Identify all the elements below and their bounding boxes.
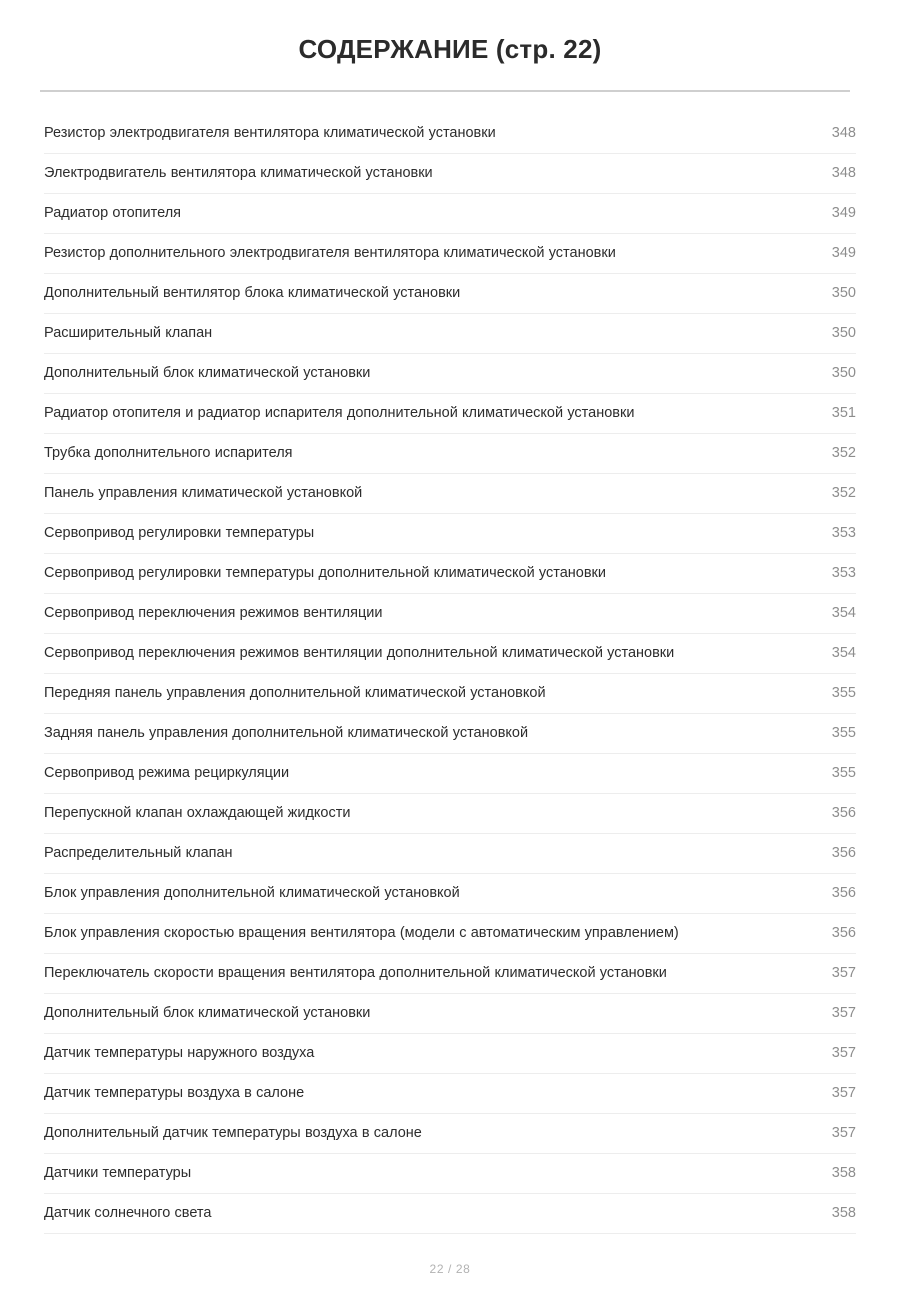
toc-entry-page-number: 358 xyxy=(831,1165,856,1182)
toc-entry[interactable] xyxy=(44,434,856,474)
toc-entry[interactable] xyxy=(44,794,856,834)
toc-entry-title: Дополнительный блок климатической установки xyxy=(44,1005,371,1022)
toc-entry-page-number: 357 xyxy=(831,965,856,982)
toc-entry-page-number: 356 xyxy=(831,805,856,822)
toc-entry[interactable] xyxy=(44,1154,856,1194)
toc-entry-page-number: 356 xyxy=(831,885,856,902)
toc-entry-page-number: 348 xyxy=(831,125,856,142)
toc-entry-title: Датчики температуры xyxy=(44,1165,192,1182)
toc-entry-title: Резистор дополнительного электродвигателя вентилятора климатической установки xyxy=(44,245,616,262)
toc-entry-title: Трубка дополнительного испарителя xyxy=(44,445,293,462)
toc-entry-title: Сервопривод переключения режимов вентиляции дополнительной климатической установки xyxy=(44,645,675,662)
toc-entry[interactable] xyxy=(44,674,856,714)
toc-entry[interactable] xyxy=(44,994,856,1034)
toc-entry[interactable] xyxy=(44,1194,856,1234)
toc-entry-page-number: 349 xyxy=(831,205,856,222)
toc-entry[interactable] xyxy=(44,274,856,314)
header-divider xyxy=(40,90,850,92)
toc-entry-page-number: 356 xyxy=(831,925,856,942)
toc-entry-title: Электродвигатель вентилятора климатической установки xyxy=(44,165,433,182)
page-title: СОДЕРЖАНИЕ (стр. 22) xyxy=(298,34,602,64)
toc-entry-title: Задняя панель управления дополнительной климатической установкой xyxy=(44,725,529,742)
toc-entry-title: Резистор электродвигателя вентилятора климатической установки xyxy=(44,125,496,142)
toc-entry-title: Дополнительный блок климатической установки xyxy=(44,365,371,382)
toc-entry[interactable] xyxy=(44,474,856,514)
toc-entry-title: Переключатель скорости вращения вентилятора дополнительной климатической установки xyxy=(44,965,667,982)
toc-entry-title: Дополнительный датчик температуры воздуха в салоне xyxy=(44,1125,422,1142)
toc-entry-title: Сервопривод переключения режимов вентиляции xyxy=(44,605,383,622)
toc-entry[interactable] xyxy=(44,194,856,234)
toc-entry[interactable] xyxy=(44,834,856,874)
toc-entry[interactable] xyxy=(44,314,856,354)
toc-entry[interactable] xyxy=(44,113,856,154)
toc-entry[interactable] xyxy=(44,354,856,394)
toc-entry-title: Дополнительный вентилятор блока климатической установки xyxy=(44,285,461,302)
toc-entry[interactable] xyxy=(44,554,856,594)
toc-entry-page-number: 348 xyxy=(831,165,856,182)
toc-entry-page-number: 355 xyxy=(831,685,856,702)
toc-entry-page-number: 352 xyxy=(831,485,856,502)
toc-entry-title: Радиатор отопителя и радиатор испарителя дополнительной климатической установки xyxy=(44,405,635,422)
toc-entry-title: Распределительный клапан xyxy=(44,845,233,862)
toc-entry-page-number: 351 xyxy=(831,405,856,422)
toc-entry-page-number: 353 xyxy=(831,525,856,542)
toc-entry[interactable] xyxy=(44,594,856,634)
toc-entry-title: Датчик температуры наружного воздуха xyxy=(44,1045,315,1062)
toc-entry-title: Панель управления климатической установкой xyxy=(44,485,363,502)
toc-entry[interactable] xyxy=(44,754,856,794)
toc-entry-title: Сервопривод регулировки температуры дополнительной климатической установки xyxy=(44,565,607,582)
toc-entry-title: Датчик солнечного света xyxy=(44,1205,212,1222)
toc-entry-title: Сервопривод режима рециркуляции xyxy=(44,765,290,782)
toc-entry-page-number: 353 xyxy=(831,565,856,582)
toc-entry-page-number: 350 xyxy=(831,285,856,302)
toc-entry[interactable] xyxy=(44,394,856,434)
toc-entry-page-number: 357 xyxy=(831,1125,856,1142)
toc-entry[interactable] xyxy=(44,1034,856,1074)
toc-entry-title: Расширительный клапан xyxy=(44,325,213,342)
toc-entry[interactable] xyxy=(44,154,856,194)
toc-entry[interactable] xyxy=(44,514,856,554)
toc-entry-title: Сервопривод регулировки температуры xyxy=(44,525,315,542)
toc-entry[interactable] xyxy=(44,914,856,954)
toc-entry-page-number: 358 xyxy=(831,1205,856,1222)
table-of-contents xyxy=(44,113,856,1234)
toc-entry-page-number: 350 xyxy=(831,365,856,382)
toc-entry-title: Датчик температуры воздуха в салоне xyxy=(44,1085,305,1102)
toc-entry-title: Блок управления дополнительной климатической установкой xyxy=(44,885,460,902)
toc-entry[interactable] xyxy=(44,714,856,754)
toc-entry[interactable] xyxy=(44,1074,856,1114)
toc-entry-page-number: 355 xyxy=(831,765,856,782)
toc-entry-page-number: 349 xyxy=(831,245,856,262)
toc-entry-page-number: 357 xyxy=(831,1085,856,1102)
toc-entry[interactable] xyxy=(44,874,856,914)
toc-entry[interactable] xyxy=(44,634,856,674)
document-header xyxy=(0,0,900,92)
toc-entry-page-number: 350 xyxy=(831,325,856,342)
toc-entry[interactable] xyxy=(44,234,856,274)
toc-entry-title: Передняя панель управления дополнительной климатической установкой xyxy=(44,685,546,702)
toc-entry[interactable] xyxy=(44,1114,856,1154)
toc-entry[interactable] xyxy=(44,954,856,994)
toc-entry-page-number: 354 xyxy=(831,645,856,662)
toc-entry-title: Радиатор отопителя xyxy=(44,205,182,222)
toc-entry-title: Перепускной клапан охлаждающей жидкости xyxy=(44,805,351,822)
toc-entry-page-number: 355 xyxy=(831,725,856,742)
toc-entry-page-number: 357 xyxy=(831,1005,856,1022)
toc-entry-page-number: 354 xyxy=(831,605,856,622)
toc-entry-page-number: 357 xyxy=(831,1045,856,1062)
toc-entry-page-number: 356 xyxy=(831,845,856,862)
page-footer: 22 / 28 xyxy=(429,1262,471,1277)
toc-entry-title: Блок управления скоростью вращения вентилятора (модели с автоматическим управлением) xyxy=(44,925,679,942)
toc-entry-page-number: 352 xyxy=(831,445,856,462)
